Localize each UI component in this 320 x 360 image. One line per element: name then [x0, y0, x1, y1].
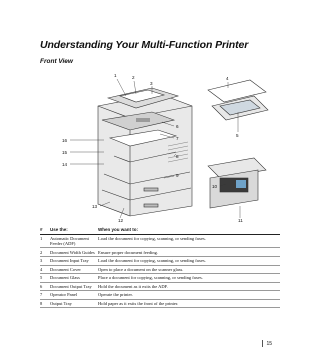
callout-4: 4 [226, 76, 229, 81]
row-number: 5 [40, 275, 43, 281]
main-printer-drawing [98, 88, 192, 216]
callout-12: 12 [118, 218, 124, 222]
callout-14: 14 [62, 162, 68, 167]
table-row [40, 300, 280, 309]
row-number: 8 [40, 301, 43, 307]
header-when-you-want-to: When you want to: [98, 227, 138, 233]
table-row [40, 274, 280, 283]
callout-2: 2 [132, 75, 135, 80]
row-part-name: Document Glass [50, 275, 80, 281]
callout-8: 8 [176, 154, 179, 159]
callout-3: 3 [150, 81, 153, 86]
header-use-the: Use the: [50, 227, 68, 233]
page-title: Understanding Your Multi-Function Printer [40, 39, 249, 51]
footer-divider [262, 340, 263, 347]
table-row [40, 248, 280, 257]
row-description: Hold paper as it exits the front of the printer. [98, 301, 179, 307]
row-description: Hold the document as it exits the ADF. [98, 283, 168, 289]
row-description: Ensure proper document feeding. [98, 249, 158, 255]
printer-front-view-illustration [40, 66, 280, 222]
callout-7: 7 [176, 136, 179, 141]
row-description: Operate the printer. [98, 292, 133, 298]
callout-1: 1 [114, 73, 117, 78]
page-number: 15 [266, 340, 273, 347]
row-number: 3 [40, 258, 43, 264]
row-number: 7 [40, 292, 43, 298]
row-part-name: Output Tray [50, 301, 72, 307]
row-description: Load the document for copying, scanning, or sending faxes. [98, 235, 206, 241]
parts-table [40, 226, 280, 308]
row-number: 1 [40, 235, 43, 241]
table-row [40, 291, 280, 300]
header-number: # [40, 227, 43, 233]
callout-6: 6 [176, 124, 179, 129]
callout-11: 11 [238, 218, 243, 222]
row-description: Load the document for copying, scanning, or sending faxes. [98, 258, 206, 264]
callout-5: 5 [236, 133, 239, 138]
row-part-name: Document Cover [50, 266, 81, 272]
row-number: 4 [40, 266, 43, 272]
table-header-row [40, 226, 280, 235]
table-row [40, 266, 280, 275]
callout-16: 16 [62, 138, 68, 143]
page-footer [262, 340, 272, 347]
row-part-name: Document Output Tray [50, 283, 92, 289]
callout-10: 10 [212, 184, 218, 189]
row-part-name: Automatic Document Feeder (ADF) [50, 235, 89, 246]
callout-15: 15 [62, 150, 68, 155]
toner-access-inset [208, 158, 266, 208]
table-row [40, 283, 280, 292]
section-heading: Front View [40, 58, 73, 65]
row-description: Open to place a document on the scanner glass. [98, 266, 184, 272]
callout-13: 13 [92, 204, 98, 209]
row-part-name: Operator Panel [50, 292, 78, 298]
table-row [40, 257, 280, 266]
callout-9: 9 [176, 173, 179, 178]
row-number: 2 [40, 249, 43, 255]
row-part-name: Document Input Tray [50, 258, 89, 264]
table-row [40, 235, 280, 249]
row-number: 6 [40, 283, 43, 289]
row-description: Place a document for copying, scanning, or sending faxes. [98, 275, 203, 281]
row-part-name: Document Width Guides [50, 249, 95, 255]
